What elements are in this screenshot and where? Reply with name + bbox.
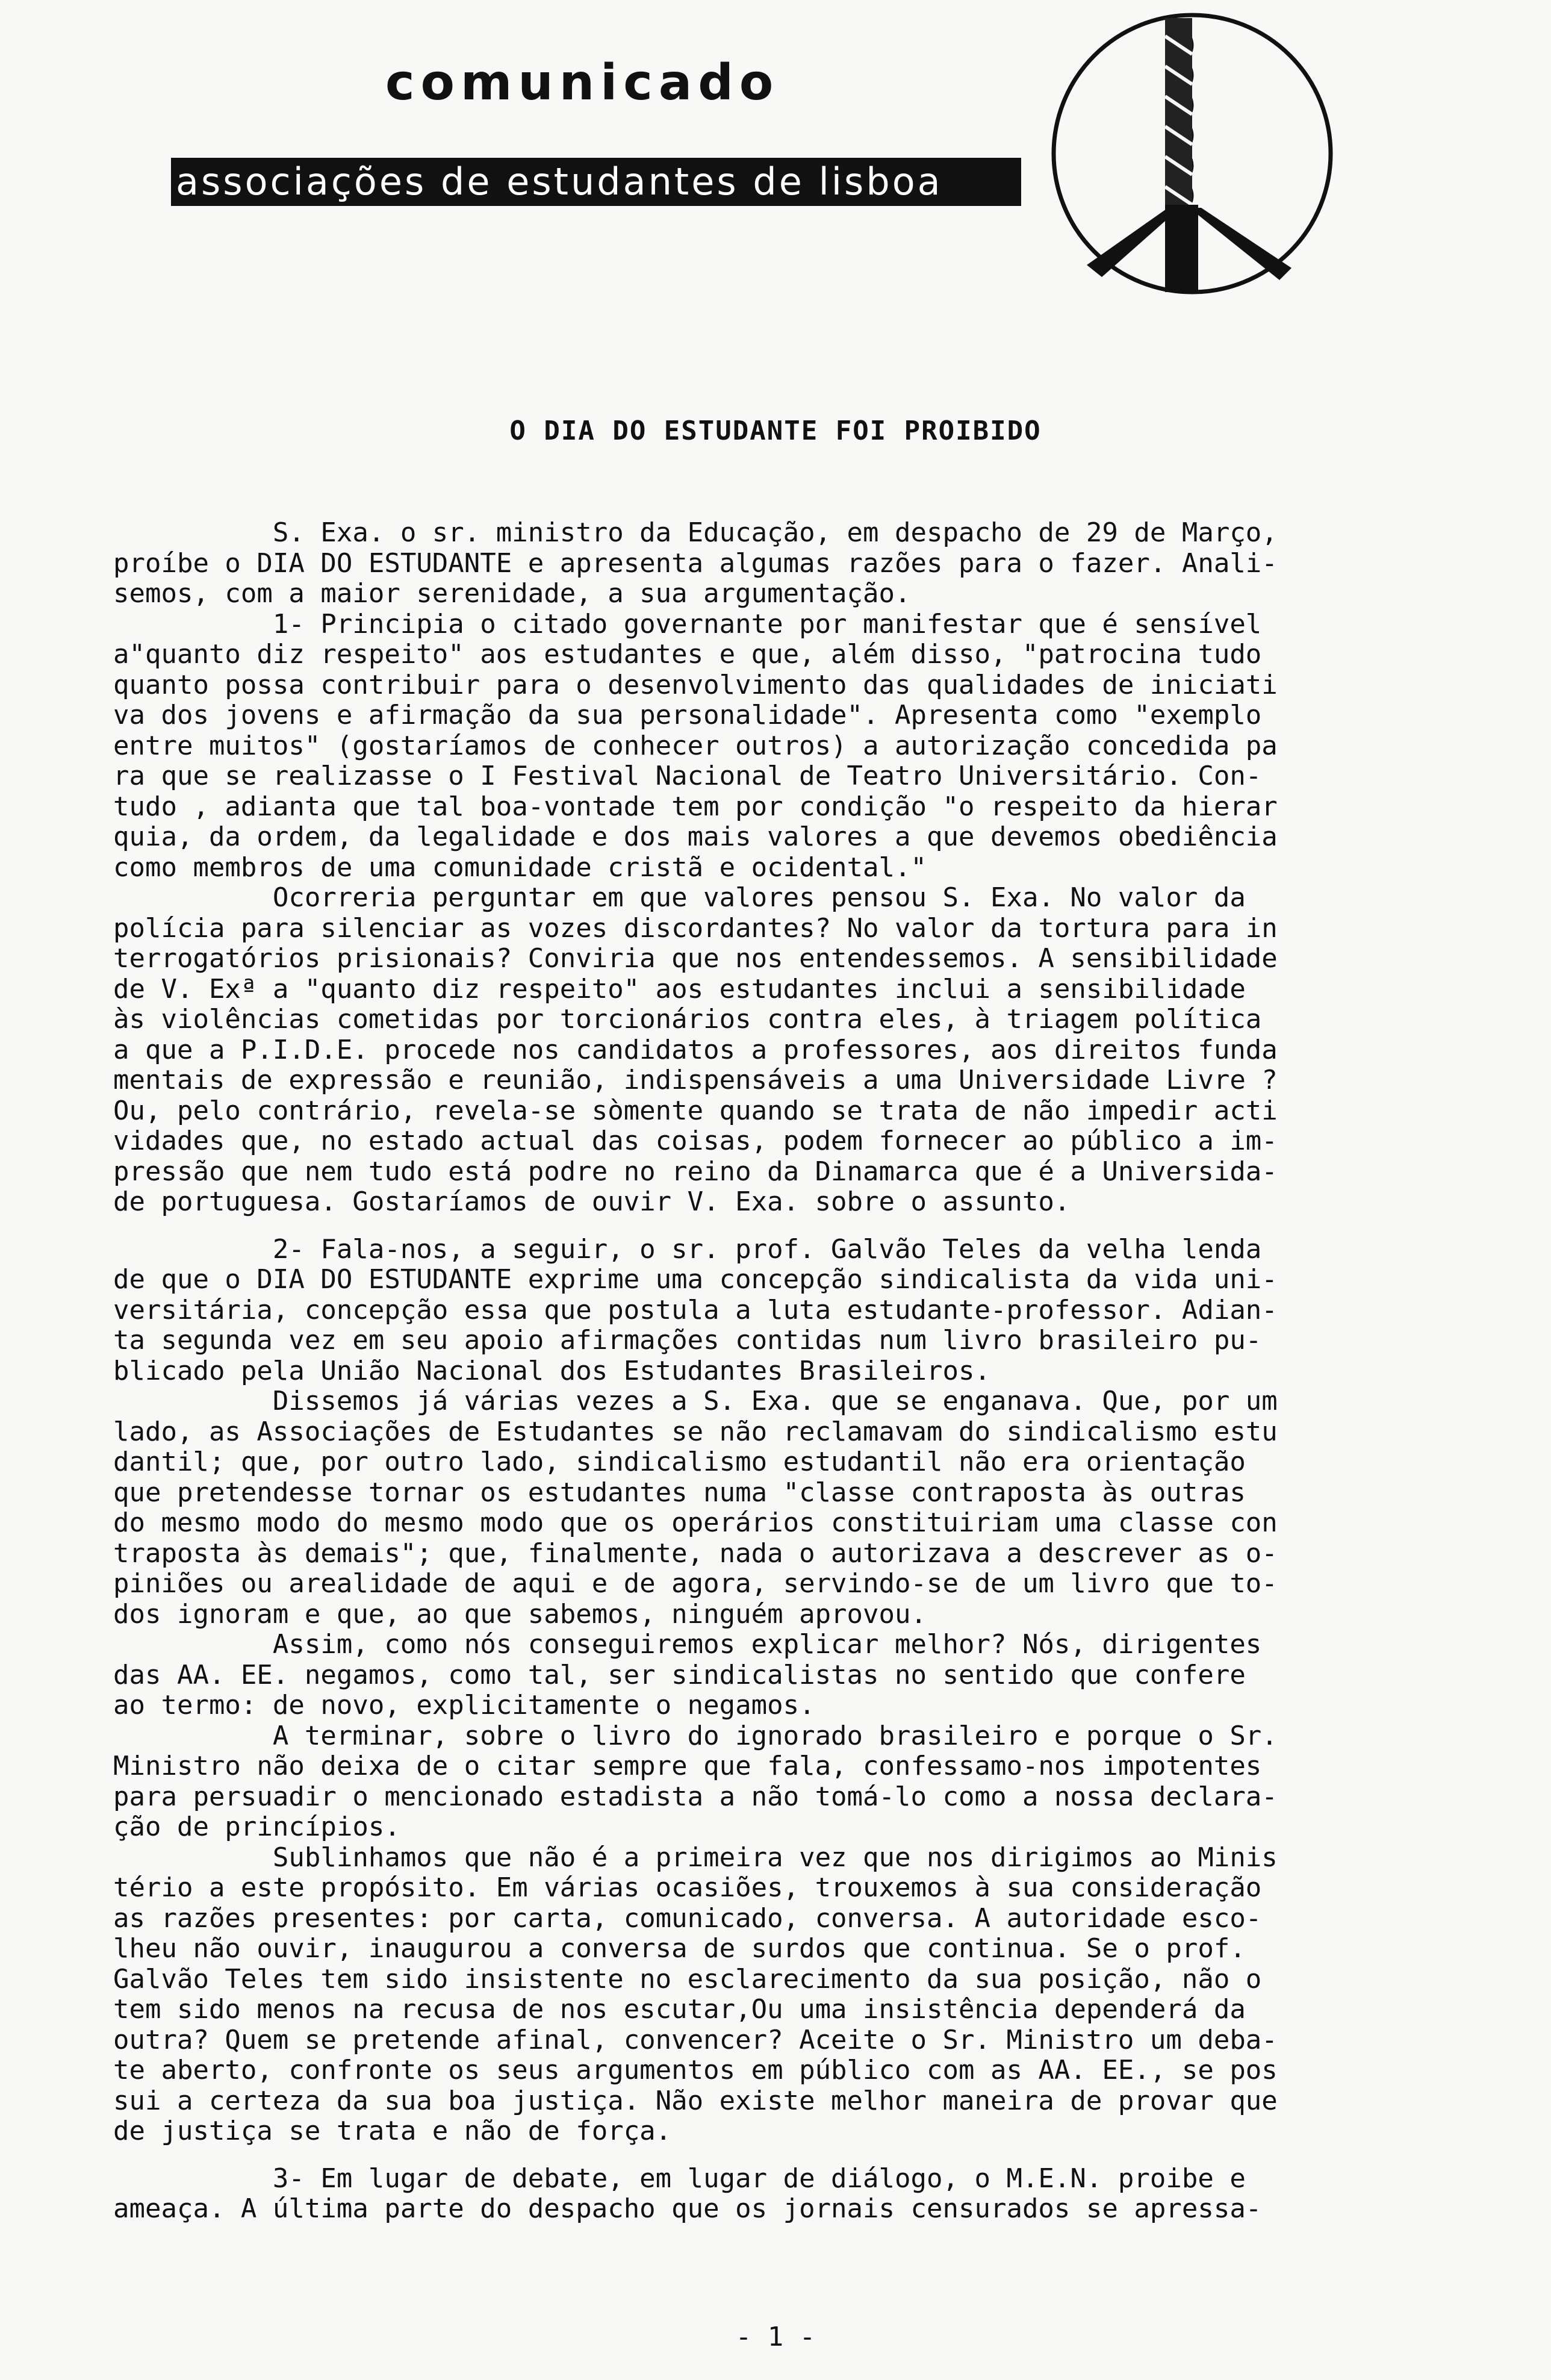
paragraph-intro: S. Exa. o sr. ministro da Educação, em despacho de 29 de Março, proíbe o DIA DO ESTUDANTE e apresenta algumas razões para o fazer. Anali- semos, com a maior serenidade, a sua argumentação. <box>113 517 1278 609</box>
header-title: comunicado <box>385 54 780 111</box>
paragraph-2: 2- Fala-nos, a seguir, o sr. prof. Galvão Teles da velha lenda de que o DIA DO ESTUDANTE exprime uma concepção sindicalista da vida uni- versitária, concepção essa que postula a luta estudante-professor. Adian- ta segunda vez em seu apoio afirmações contidas num livro brasileiro pu- blicado pela União Nacional dos Estudantes Brasileiros. <box>113 1233 1278 1386</box>
paragraph-sublinhamos: Sublinhamos que não é a primeira vez que nos dirigimos ao Minis tério a este propósito. Em várias ocasiões, trouxemos à sua consideração as razões presentes: por carta, comunicado, conversa. A autoridade esco- lheu não ouvir, inaugurou a conversa de surdos que continua. Se o prof. Galvão Teles tem sido insistente no esclarecimento da sua posição, não o tem sido menos na recusa de nos escutar,Ou uma insistência dependerá da outra? Quem se pretende afinal, convencer? Aceite o Sr. Ministro um deba- te aberto, confronte os seus argumentos em público com as AA. EE., se pos sui a certeza da sua boa justiça. Não existe melhor maneira de provar que de justiça se trata e não de força. <box>113 1842 1278 2146</box>
paragraph-3: 3- Em lugar de debate, em lugar de diálogo, o M.E.N. proibe e ameaça. A última parte do despacho que os jornais censurados se apressa- <box>113 2163 1262 2224</box>
document-title: O DIA DO ESTUDANTE FOI PROIBIDO <box>509 416 1042 446</box>
paragraph-dissemos: Dissemos já várias vezes a S. Exa. que se enganava. Que, por um lado, as Associações de Estudantes se não reclamavam do sindicalismo estu dantil; que, por outro lado, sindicalismo estudantil não era orientação que pretendesse tornar os estudantes numa "classe contraposta às outras do mesmo modo do mesmo modo que os operários constituiriam uma classe con traposta às demais"; que, finalmente, nada o autorizava a descrever as o- piniões ou arealidade de aqui e de agora, servindo-se de um livro que to- dos ignoram e que, ao que sabemos, ninguém aprovou. <box>113 1386 1278 1630</box>
paragraph-terminar: A terminar, sobre o livro do ignorado brasileiro e porque o Sr. Ministro não deixa de o citar sempre que fala, confessamo-nos impotentes para persuadir o mencionado estadista a não tomá-lo como a nossa declara- ção de princípios. <box>113 1720 1278 1842</box>
paragraph-assim: Assim, como nós conseguiremos explicar melhor? Nós, dirigentes das AA. EE. negamos, como tal, ser sindicalistas no sentido que confere ao termo: de novo, explicitamente o negamos. <box>113 1629 1262 1721</box>
body-text <box>113 518 1462 2225</box>
paragraph-1: 1- Principia o citado governante por manifestar que é sensível a"quanto diz respeito" aos estudantes e que, além disso, "patrocina tudo quanto possa contribuir para o desenvolvimento das qualidades de iniciati va dos jovens e afirmação da sua personalidade". Apresenta como "exemplo entre muitos" (gostaríamos de conhecer outros) a autorização concedida pa ra que se realizasse o I Festival Nacional de Teatro Universitário. Con- tudo , adianta que tal boa-vontade tem por condição "o respeito da hierar quia, da ordem, da legalidade e dos mais valores a que devemos obediência como membros de uma comunidade cristã e ocidental." <box>113 608 1278 883</box>
header-band: associações de estudantes de lisboa <box>171 158 1021 206</box>
page-number: - 1 - <box>735 2322 816 2352</box>
paragraph-policia: Ocorreria perguntar em que valores pensou S. Exa. No valor da polícia para silenciar as vozes discordantes? No valor da tortura para in terrogatórios prisionais? Conviria que nos entendessemos. A sensibilidade de V. Exª a "quanto diz respeito" aos estudantes inclui a sensibilidade às violências cometidas por torcionários contra eles, à triagem política a que a P.I.D.E. procede nos candidatos a professores, aos direitos funda mentais de expressão e reunião, indispensáveis a uma Universidade Livre ? Ou, pelo contrário, revela-se sòmente quando se trata de não impedir acti vidades que, no estado actual das coisas, podem fornecer ao público a im- pressão que nem tudo está podre no reino da Dinamarca que é a Universida- de portuguesa. Gostaríamos de ouvir V. Exa. sobre o assunto. <box>113 882 1278 1217</box>
rope-noose-peace-symbol-icon <box>1048 12 1529 301</box>
